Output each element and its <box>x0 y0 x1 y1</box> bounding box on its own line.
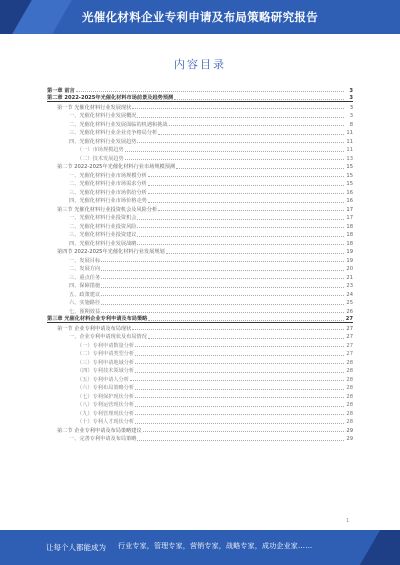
toc-entry-title: （一）市场规模趋势 <box>77 147 124 153</box>
toc-dot-leader <box>166 253 344 254</box>
toc-entry-title: 第三节 光催化材料行业投资机会及风险分析 <box>57 206 158 213</box>
toc-entry-page: 13 <box>346 155 353 162</box>
toc-entry-page: 28 <box>346 402 353 408</box>
toc-entry-page: 19 <box>346 249 353 255</box>
toc-entry[interactable] <box>47 145 353 154</box>
toc-entry-title: 四、光催化材料行业发展趋势 <box>69 138 137 145</box>
toc-dot-leader <box>132 329 344 330</box>
toc-entry[interactable] <box>47 400 353 409</box>
toc-entry-page: 28 <box>346 385 353 391</box>
toc-entry-title: 一、企业专利申请现状及布局情况 <box>69 334 147 340</box>
report-title: 光催化材料企业专利申请及布局策略研究报告 <box>82 10 318 24</box>
toc-dot-leader <box>135 414 344 415</box>
toc-dot-leader <box>137 142 344 143</box>
toc-entry-page: 27 <box>345 316 353 322</box>
toc-entry-page: 16 <box>346 198 353 204</box>
toc-entry[interactable] <box>47 179 353 188</box>
toc-entry-page: 3 <box>349 104 353 111</box>
toc-dot-leader <box>169 125 344 126</box>
toc-entry[interactable] <box>47 187 353 196</box>
toc-entry-page: 15 <box>346 172 353 179</box>
toc-dot-leader <box>101 278 344 279</box>
toc-entry-page: 3 <box>349 87 353 94</box>
toc-dot-leader <box>137 219 344 220</box>
toc-dot-leader <box>101 261 344 262</box>
toc-entry[interactable] <box>47 119 353 128</box>
toc-entry[interactable] <box>47 213 353 222</box>
report-header-bar <box>0 0 400 34</box>
toc-entry-page: 25 <box>346 300 353 306</box>
toc-entry[interactable] <box>47 221 353 230</box>
toc-dot-leader <box>125 151 344 152</box>
toc-entry[interactable] <box>47 315 353 324</box>
toc-entry-page: 27 <box>346 351 353 357</box>
toc-dot-leader <box>148 338 344 339</box>
toc-entry[interactable] <box>47 264 353 273</box>
toc-dot-leader <box>135 397 344 398</box>
toc-dot-leader <box>76 91 344 92</box>
toc-dot-leader <box>158 210 344 211</box>
toc-entry-page: 28 <box>346 419 353 425</box>
toc-dot-leader <box>125 159 344 160</box>
toc-entry-page: 19 <box>346 257 353 264</box>
toc-entry-title: （十）专利人才现状分析 <box>77 419 135 425</box>
toc-entry-title: 三、光催化材料行业投资建议 <box>69 232 137 238</box>
toc-entry-title: （八）专利运营现状分析 <box>77 402 135 408</box>
toc-entry-page: 11 <box>346 147 353 153</box>
toc-dot-leader <box>135 363 344 364</box>
toc-dot-leader <box>137 227 344 228</box>
toc-dot-leader <box>148 193 344 194</box>
toc-entry[interactable] <box>47 204 353 213</box>
toc-entry-page: 20 <box>346 266 353 272</box>
toc-entry[interactable] <box>47 357 353 366</box>
toc-dot-leader <box>176 168 344 169</box>
toc-entry[interactable] <box>47 383 353 392</box>
toc-entry[interactable] <box>47 247 353 256</box>
toc-dot-leader <box>137 236 344 237</box>
toc-dot-leader <box>101 295 344 296</box>
toc-entry[interactable] <box>47 391 353 400</box>
toc-dot-leader <box>135 423 344 424</box>
toc-entry-page: 28 <box>346 376 353 383</box>
toc-entry[interactable] <box>47 332 353 341</box>
toc-dot-leader <box>137 244 344 245</box>
toc-entry[interactable] <box>47 340 353 349</box>
toc-entry-title: 第一节 光催化材料行业发展现状 <box>57 104 132 111</box>
toc-entry-page: 21 <box>346 274 353 281</box>
toc-entry-page: 15 <box>346 181 353 187</box>
toc-entry[interactable] <box>47 289 353 298</box>
toc-entry-page: 16 <box>346 189 353 196</box>
toc-dot-leader <box>135 406 344 407</box>
toc-dot-leader <box>148 185 344 186</box>
toc-entry-title: （四）专利技术领域分析 <box>77 368 135 374</box>
toc-entry[interactable] <box>47 153 353 162</box>
toc-entry-page: 17 <box>346 215 353 221</box>
toc-dot-leader <box>148 176 344 177</box>
toc-entry-page: 23 <box>346 283 353 289</box>
toc-entry-page: 3 <box>349 95 353 101</box>
toc-entry-title: 二、光催化材料行业市场需求分析 <box>69 181 147 187</box>
toc-entry[interactable] <box>47 298 353 307</box>
toc-entry[interactable] <box>47 323 353 332</box>
toc-heading: 内容目录 <box>174 58 226 71</box>
toc-dot-leader <box>135 389 344 390</box>
toc-entry-page: 11 <box>346 138 353 145</box>
toc-dot-leader <box>101 287 344 288</box>
toc-dot-leader <box>135 372 344 373</box>
toc-entry-page: 28 <box>346 359 353 366</box>
toc-entry-title: 第二节 企业专利申请及布局策略建议 <box>57 427 142 434</box>
toc-entry-title: 一、光催化材料行业市场规模分析 <box>69 172 147 179</box>
toc-entry-page: 28 <box>346 410 353 417</box>
toc-entry[interactable] <box>47 230 353 239</box>
toc-entry-title: 三、光催化材料行业市场供给分析 <box>69 189 147 196</box>
toc-entry[interactable] <box>47 408 353 417</box>
toc-entry-title: 第四节 2022-2025年光催化材料行业发展规划 <box>57 249 165 255</box>
toc-entry-title: 二、光催化材料行业投资风险 <box>69 223 137 230</box>
toc-entry-page: 27 <box>346 342 353 349</box>
toc-dot-leader <box>148 320 344 321</box>
table-of-contents <box>47 85 353 442</box>
toc-entry[interactable] <box>47 85 353 94</box>
toc-entry[interactable] <box>47 417 353 426</box>
toc-entry[interactable] <box>47 102 353 111</box>
toc-entry[interactable] <box>47 128 353 137</box>
toc-entry-title: 四、光催化材料行业市场价格走势 <box>69 198 147 204</box>
toc-entry-page: 18 <box>346 240 353 247</box>
toc-entry-title: 五、政策建议 <box>69 291 101 298</box>
toc-dot-leader <box>137 440 344 441</box>
toc-entry[interactable] <box>47 162 353 171</box>
toc-entry-title: 一、光催化材料行业投资机会 <box>69 215 137 221</box>
toc-entry-title: （九）专利管理现状分析 <box>77 410 135 417</box>
toc-entry[interactable] <box>47 349 353 358</box>
toc-entry-page: 18 <box>346 232 353 238</box>
toc-entry-title: （一）专利申请数量分析 <box>77 342 135 349</box>
toc-entry-title: 四、保障措施 <box>69 283 101 289</box>
toc-entry-page: 28 <box>346 393 353 400</box>
toc-entry-page: 17 <box>346 206 353 213</box>
toc-entry[interactable] <box>47 238 353 247</box>
toc-entry-title: 第一节 企业专利申请及布局现状 <box>57 325 132 332</box>
toc-entry[interactable] <box>47 170 353 179</box>
toc-entry-title: 第二节 2022-2025年光催化材料行业市场规模预测 <box>57 164 176 170</box>
footer-bar <box>0 530 400 565</box>
toc-entry[interactable] <box>47 136 353 145</box>
toc-entry-page: 27 <box>346 325 353 332</box>
toc-entry[interactable] <box>47 255 353 264</box>
toc-entry-page: 8 <box>349 121 353 128</box>
toc-entry[interactable] <box>47 366 353 375</box>
toc-entry[interactable] <box>47 281 353 290</box>
toc-dot-leader <box>101 304 344 305</box>
toc-entry[interactable] <box>47 111 353 120</box>
toc-entry[interactable] <box>47 272 353 281</box>
toc-entry-page: 29 <box>346 427 353 434</box>
toc-entry-title: （二）技术发展趋势 <box>77 155 124 162</box>
toc-dot-leader <box>135 346 344 347</box>
toc-entry-title: （二）专利申请类型分析 <box>77 351 135 357</box>
toc-dot-leader <box>101 312 344 313</box>
toc-dot-leader <box>101 270 344 271</box>
toc-dot-leader <box>148 202 344 203</box>
toc-entry-page: 27 <box>346 334 353 340</box>
toc-entry-title: （六）专利布局策略分析 <box>77 385 135 391</box>
toc-entry-title: （七）专利保护现状分析 <box>77 393 135 400</box>
toc-entry-page: 24 <box>346 291 353 298</box>
toc-entry-title: 三、光催化材料行业企业竞争格局分析 <box>69 130 158 136</box>
toc-entry-title: 二、光催化材料行业发展面临的机遇和挑战 <box>69 121 168 128</box>
footer-accent-shape <box>360 530 400 565</box>
footer-slogan: 让每个人都能成为 <box>46 543 106 552</box>
toc-entry-title: 七、预期效益 <box>69 308 101 315</box>
toc-entry-title: 三、重点任务 <box>69 274 101 281</box>
toc-entry-page: 15 <box>346 164 353 170</box>
toc-entry-title: （五）专利申请人分析 <box>77 376 129 383</box>
toc-entry-page: 29 <box>346 436 353 442</box>
toc-entry-page: 18 <box>346 223 353 230</box>
toc-entry[interactable] <box>47 425 353 434</box>
page-number: 1 <box>346 518 350 524</box>
toc-entry[interactable] <box>47 94 353 103</box>
toc-dot-leader <box>135 355 344 356</box>
toc-entry-page: 26 <box>346 308 353 315</box>
toc-entry-title: 一、完善专利申请及布局策略 <box>69 436 137 442</box>
toc-entry-page: 28 <box>346 368 353 374</box>
footer-tagline: 行业专家，管理专家，营销专家，战略专家，成功企业家…… <box>118 542 313 550</box>
toc-entry-page: 11 <box>346 130 353 136</box>
toc-dot-leader <box>137 117 344 118</box>
toc-dot-leader <box>174 99 344 100</box>
toc-dot-leader <box>158 134 344 135</box>
toc-entry-title: 一、发展目标 <box>69 257 101 264</box>
toc-entry[interactable] <box>47 434 353 443</box>
toc-entry-title: 第三章 光催化材料企业专利申请及布局策略 <box>47 316 148 322</box>
toc-entry-title: 六、实施路径 <box>69 300 101 306</box>
toc-entry-title: 一、光催化材料行业发展概况 <box>69 113 137 119</box>
toc-entry-title: 第一章 前言 <box>47 87 75 94</box>
toc-entry-title: 第二章 2022-2025年光催化材料市场前景及趋势预测 <box>47 95 174 101</box>
toc-entry[interactable] <box>47 196 353 205</box>
toc-entry-title: 二、发展方向 <box>69 266 101 272</box>
toc-dot-leader <box>132 108 344 109</box>
toc-dot-leader <box>143 431 344 432</box>
toc-entry-title: （三）专利申请地域分析 <box>77 359 135 366</box>
toc-entry-title: 四、光催化材料行业发展战略 <box>69 240 137 247</box>
toc-entry-page: 3 <box>349 113 353 119</box>
toc-dot-leader <box>130 380 344 381</box>
toc-entry[interactable] <box>47 306 353 315</box>
toc-entry[interactable] <box>47 374 353 383</box>
